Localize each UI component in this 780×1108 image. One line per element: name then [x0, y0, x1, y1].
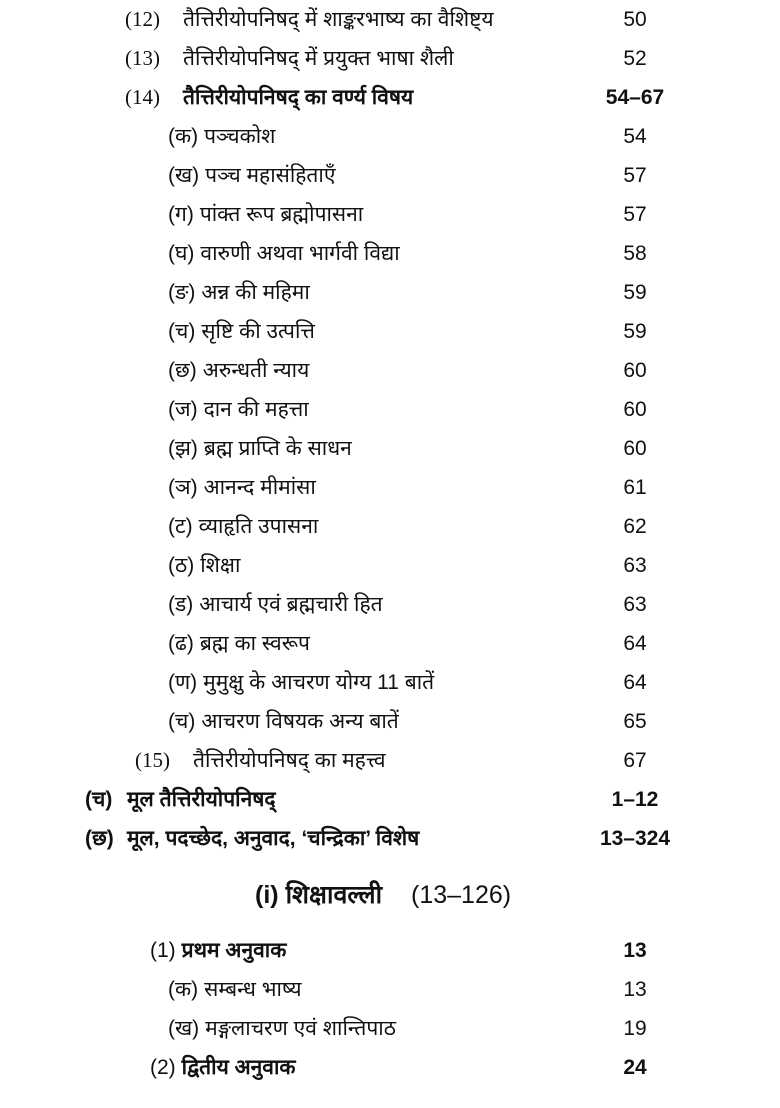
toc-entry — [0, 429, 780, 468]
entry-title: ब्रह्म का स्वरूप — [199, 632, 310, 655]
entry-title: तैत्तिरीयोपनिषद् का महत्त्व — [193, 749, 386, 772]
toc-entry — [0, 78, 780, 117]
entry-page: 13 — [623, 939, 647, 962]
entry-number: (ढ) — [168, 632, 194, 655]
entry-number: (ट) — [168, 515, 193, 538]
entry-page: 67 — [623, 749, 647, 772]
entry-number: (ज) — [168, 398, 198, 421]
entry-title: दान की महत्ता — [203, 398, 309, 421]
toc-entry — [0, 312, 780, 351]
entry-number: (झ) — [168, 437, 198, 460]
entry-number: (छ) — [85, 827, 114, 850]
toc-entry — [0, 624, 780, 663]
entry-page: 24 — [623, 1056, 647, 1079]
toc-entry — [0, 39, 780, 78]
entry-page: 59 — [623, 320, 647, 343]
entry-title: आचार्य एवं ब्रह्मचारी हित — [199, 593, 383, 616]
entry-title: अरुन्धती न्याय — [202, 359, 310, 382]
entry-number: (ञ) — [168, 476, 198, 499]
entry-title: सृष्टि की उत्पत्ति — [201, 320, 315, 343]
entry-title: व्याहृति उपासना — [198, 515, 319, 538]
toc-entry — [0, 546, 780, 585]
entry-number: (छ) — [168, 359, 197, 382]
entry-number: (ङ) — [168, 281, 196, 304]
entry-number: (घ) — [168, 242, 195, 265]
entry-page: 52 — [623, 47, 647, 70]
entry-number: (ख) — [168, 164, 200, 187]
toc-entry — [0, 1048, 780, 1087]
entry-page: 63 — [623, 554, 647, 577]
section-heading-number: (i) — [255, 881, 279, 909]
entry-title: मूल, पदच्छेद, अनुवाद, ‘चन्द्रिका’ विशेष — [127, 827, 420, 850]
entry-number: (13) — [125, 46, 160, 70]
toc-entry — [0, 234, 780, 273]
entry-title: शिक्षा — [200, 554, 241, 577]
toc-entry — [0, 931, 780, 970]
toc-entry — [0, 507, 780, 546]
toc-entry — [0, 1009, 780, 1048]
toc-entry — [0, 117, 780, 156]
entry-title: तैत्तिरीयोपनिषद् में शाङ्करभाष्य का वैशिष्ट्य — [183, 8, 494, 31]
entry-title: द्वितीय अनुवाक — [181, 1056, 296, 1079]
entry-number: (15) — [135, 748, 170, 772]
entry-title: मूल तैत्तिरीयोपनिषद् — [127, 788, 276, 811]
entry-number: (च) — [168, 710, 196, 733]
entry-page: 54 — [623, 125, 647, 148]
entry-number: (ण) — [168, 671, 198, 694]
entry-number: (1) — [150, 939, 176, 962]
entry-page: 13–324 — [599, 827, 671, 850]
entry-number: (12) — [125, 7, 160, 31]
entry-title: पञ्चकोश — [204, 125, 276, 148]
toc-entry — [0, 819, 780, 858]
toc-entry — [0, 780, 780, 819]
toc-entry — [0, 702, 780, 741]
entry-title: पांक्त रूप ब्रह्मोपासना — [199, 203, 364, 226]
entry-page: 57 — [623, 203, 647, 226]
entry-number: (क) — [168, 978, 199, 1001]
section-heading-title: शिक्षावल्ली — [285, 881, 383, 909]
toc-entry — [0, 741, 780, 780]
entry-page: 13 — [623, 978, 647, 1001]
entry-page: 60 — [623, 437, 647, 460]
toc-entry — [0, 585, 780, 624]
toc-entry — [0, 468, 780, 507]
entry-number: (ठ) — [168, 554, 195, 577]
entry-page: 63 — [623, 593, 647, 616]
entry-page: 60 — [623, 359, 647, 382]
entry-number: (ख) — [168, 1017, 200, 1040]
entry-title: आनन्द मीमांसा — [203, 476, 316, 499]
entry-title: प्रथम अनुवाक — [181, 939, 287, 962]
entry-page: 57 — [623, 164, 647, 187]
entry-number: (क) — [168, 125, 199, 148]
section-heading-pages: (13–126) — [411, 881, 512, 909]
toc-entry — [0, 195, 780, 234]
entry-title: मङ्गलाचरण एवं शान्तिपाठ — [205, 1017, 396, 1040]
entry-number: (ग) — [168, 203, 194, 226]
entry-title: तैत्तिरीयोपनिषद् का वर्ण्य विषय — [183, 86, 414, 109]
toc-entry — [0, 0, 780, 39]
toc-entry — [0, 663, 780, 702]
toc-list — [0, 931, 780, 1087]
entry-number: (ड) — [168, 593, 194, 616]
entry-title: तैत्तिरीयोपनिषद् में प्रयुक्त भाषा शैली — [183, 47, 454, 70]
entry-title: अन्न की महिमा — [201, 281, 310, 304]
entry-number: (14) — [125, 85, 160, 109]
entry-page: 65 — [623, 710, 647, 733]
entry-page: 61 — [623, 476, 647, 499]
entry-number: (च) — [85, 788, 113, 811]
entry-page: 64 — [623, 632, 647, 655]
toc-entry — [0, 156, 780, 195]
entry-number: (च) — [168, 320, 196, 343]
entry-title: मुमुक्षु के आचरण योग्य 11 बातें — [203, 671, 435, 694]
toc-entry — [0, 273, 780, 312]
entry-page: 50 — [623, 8, 647, 31]
entry-page: 19 — [623, 1017, 647, 1040]
entry-page: 58 — [623, 242, 647, 265]
entry-page: 62 — [623, 515, 647, 538]
toc-entry — [0, 351, 780, 390]
entry-page: 59 — [623, 281, 647, 304]
entry-title: आचरण विषयक अन्य बातें — [201, 710, 399, 733]
entry-page: 64 — [623, 671, 647, 694]
entry-title: ब्रह्म प्राप्ति के साधन — [203, 437, 352, 460]
entry-number: (2) — [150, 1056, 176, 1079]
entry-page: 1–12 — [611, 788, 659, 811]
toc-entry — [0, 970, 780, 1009]
entry-title: वारुणी अथवा भार्गवी विद्या — [200, 242, 400, 265]
toc-entry — [0, 390, 780, 429]
entry-page: 54–67 — [605, 86, 665, 109]
section-heading — [0, 867, 780, 923]
entry-title: पञ्च महासंहिताएँ — [205, 164, 336, 187]
entry-page: 60 — [623, 398, 647, 421]
entry-title: सम्बन्ध भाष्य — [204, 978, 302, 1001]
